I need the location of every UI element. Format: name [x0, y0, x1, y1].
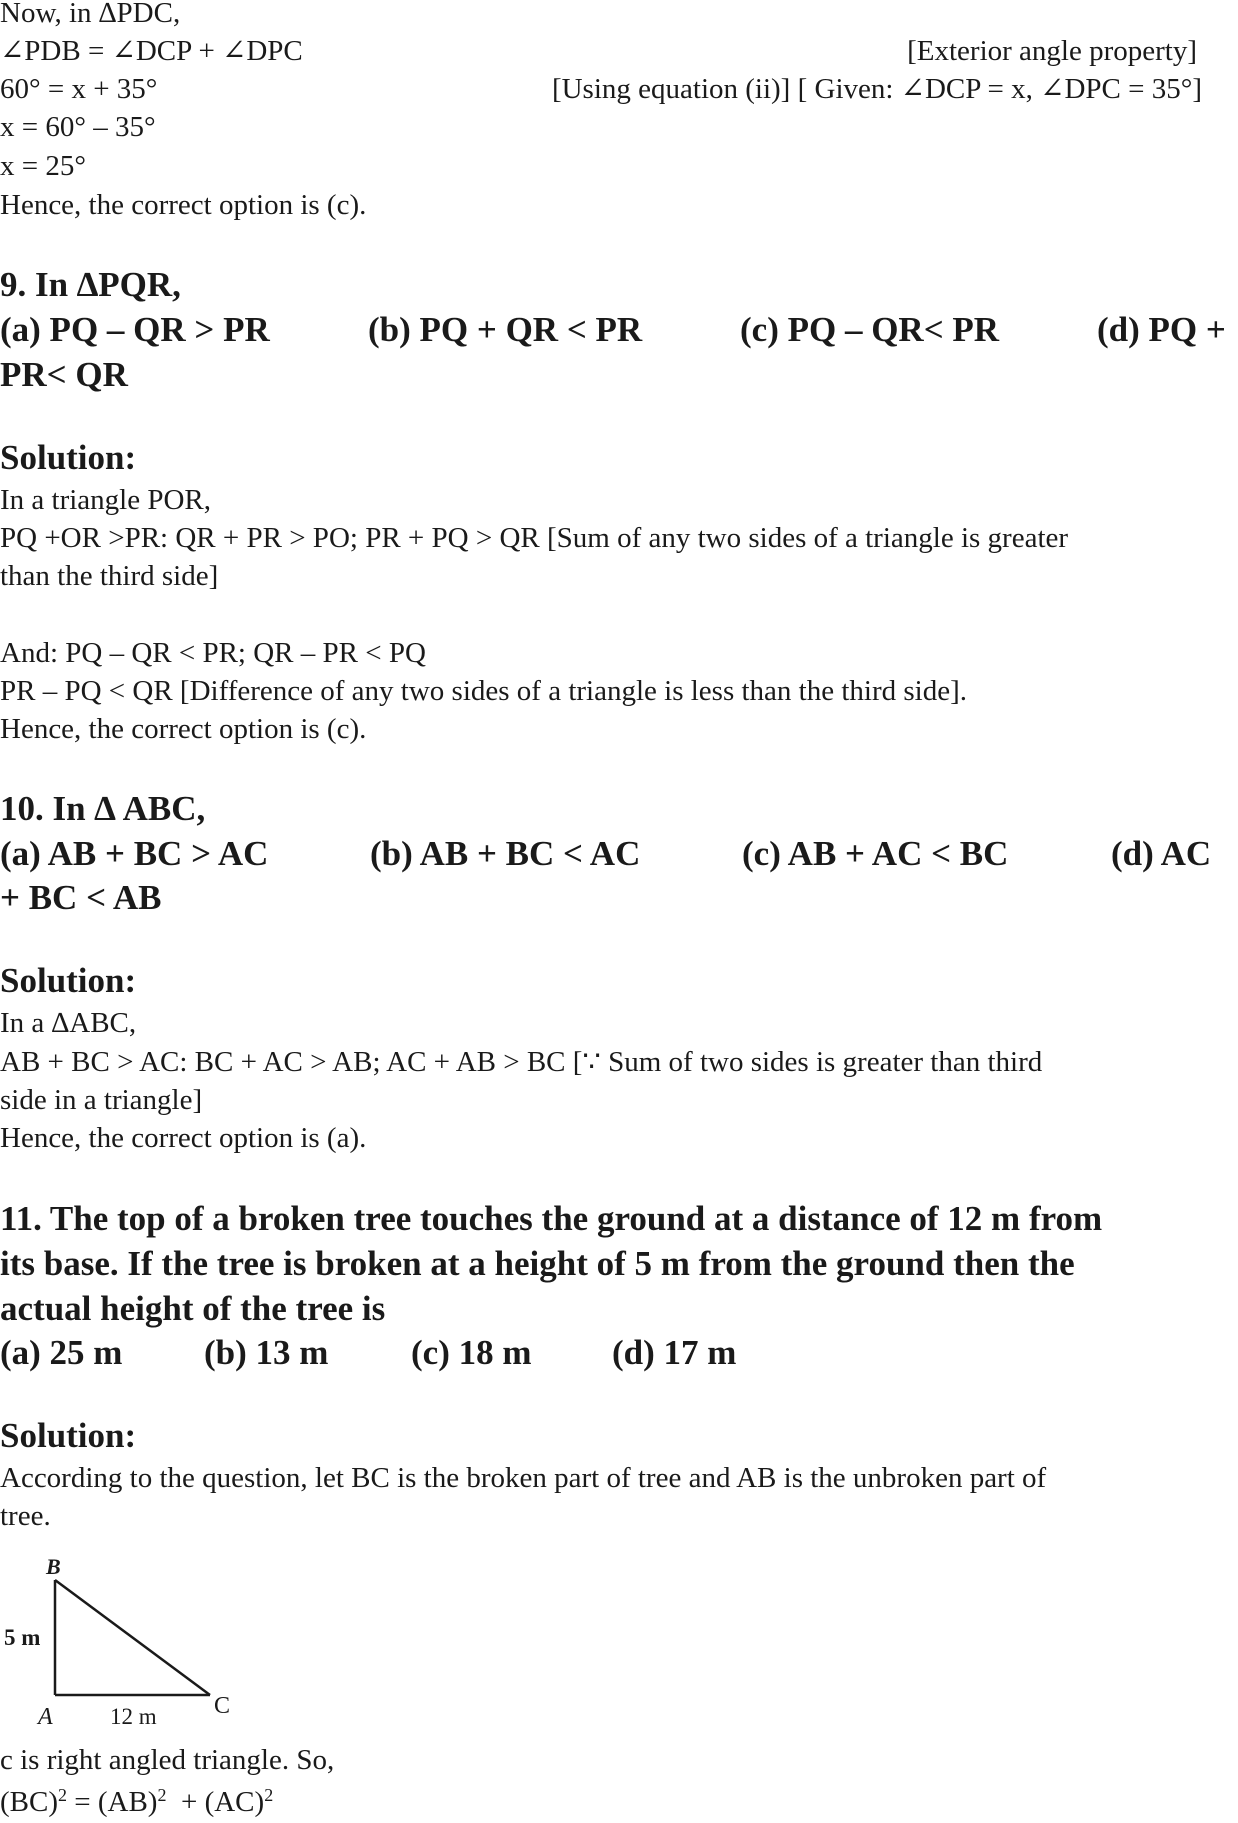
q10-sol-line-3: side in a triangle] [0, 1084, 203, 1116]
eq-exponent-2: 2 [157, 1785, 167, 1805]
q9-sol-line-3: than the third side] [0, 560, 219, 592]
q10-option-d: (d) AC [1111, 834, 1212, 873]
prev-line-3-note: [Using equation (ii)] [ Given: ∠DCP = x, ∠DPC = 35°] [551, 73, 1202, 105]
q9-sol-line-5: PR – PQ < QR [Difference of any two sides of a triangle is less than the third side]. [0, 675, 967, 707]
q10-option-a: (a) AB + BC > AC [0, 834, 269, 873]
eq-ab: = (AB) [67, 1786, 158, 1818]
q11-solution-label: Solution: [0, 1416, 137, 1455]
q10-solution-label: Solution: [0, 961, 137, 1000]
q9-solution-label: Solution: [0, 438, 137, 477]
prev-line-4: x = 60° – 35° [0, 111, 156, 143]
q10-sol-line-2: AB + BC > AC: BC + AC > AB; AC + AB > BC [∵ Sum of two sides is greater than third [0, 1046, 1043, 1078]
eq-ac: + (AC) [166, 1786, 265, 1818]
triangle-figure [0, 1552, 250, 1737]
q11-equation [0, 1785, 273, 1819]
q9-option-d-cont: PR< QR [0, 355, 128, 394]
vertex-b-label: B [46, 1554, 61, 1579]
q11-option-c: (c) 18 m [411, 1333, 532, 1372]
q11-option-b: (b) 13 m [204, 1333, 329, 1372]
prev-line-5: x = 25° [0, 150, 86, 182]
q9-sol-line-4: And: PQ – QR < PR; QR – PR < PQ [0, 637, 426, 669]
q10-sol-line-4: Hence, the correct option is (a). [0, 1122, 367, 1154]
side-ab-label: 5 m [4, 1625, 41, 1650]
q10-title: 10. In ∆ ABC, [0, 789, 206, 828]
q11-sol-line-3: c is right angled triangle. So, [0, 1744, 335, 1776]
vertex-a-label: A [38, 1704, 53, 1730]
q11-option-a: (a) 25 m [0, 1333, 123, 1372]
eq-exponent-3: 2 [264, 1785, 274, 1805]
q11-sol-line-2: tree. [0, 1500, 51, 1532]
q10-option-c: (c) AB + AC < BC [742, 834, 1009, 873]
q9-option-b: (b) PQ + QR < PR [368, 310, 643, 349]
q11-sol-line-1: According to the question, let BC is the broken part of tree and AB is the unbroken part of [0, 1462, 1047, 1494]
prev-line-2: ∠PDB = ∠DCP + ∠DPC [0, 35, 303, 67]
q11-title-line-3: actual height of the tree is [0, 1289, 386, 1328]
q9-option-c: (c) PQ – QR< PR [740, 310, 1000, 349]
q11-option-d: (d) 17 m [612, 1333, 737, 1372]
q9-sol-line-2: PQ +OR >PR: QR + PR > PO; PR + PQ > QR [Sum of any two sides of a triangle is greater [0, 522, 1069, 554]
prev-line-6: Hence, the correct option is (c). [0, 189, 367, 221]
prev-line-1: Now, in ∆PDC, [0, 0, 181, 29]
eq-bc: (BC) [0, 1786, 58, 1818]
q11-title-line-1: 11. The top of a broken tree touches the ground at a distance of 12 m from [0, 1199, 1103, 1238]
q10-sol-line-1: In a ∆ABC, [0, 1007, 137, 1039]
q9-sol-line-6: Hence, the correct option is (c). [0, 713, 367, 745]
q9-sol-line-1: In a triangle POR, [0, 484, 212, 516]
side-bc-line [55, 1580, 210, 1695]
q9-option-a: (a) PQ – QR > PR [0, 310, 270, 349]
q9-title: 9. In ∆PQR, [0, 265, 181, 304]
vertex-c-label: C [214, 1693, 231, 1719]
q9-option-d: (d) PQ + [1097, 310, 1226, 349]
prev-line-2-note: [Exterior angle property] [907, 35, 1197, 67]
q10-option-d-cont: + BC < AB [0, 878, 162, 917]
side-ac-label: 12 m [110, 1704, 157, 1729]
prev-line-3: 60° = x + 35° [0, 73, 158, 105]
q11-title-line-2: its base. If the tree is broken at a height of 5 m from the ground then the [0, 1244, 1075, 1283]
q10-option-b: (b) AB + BC < AC [370, 834, 641, 873]
eq-exponent-1: 2 [58, 1785, 67, 1805]
